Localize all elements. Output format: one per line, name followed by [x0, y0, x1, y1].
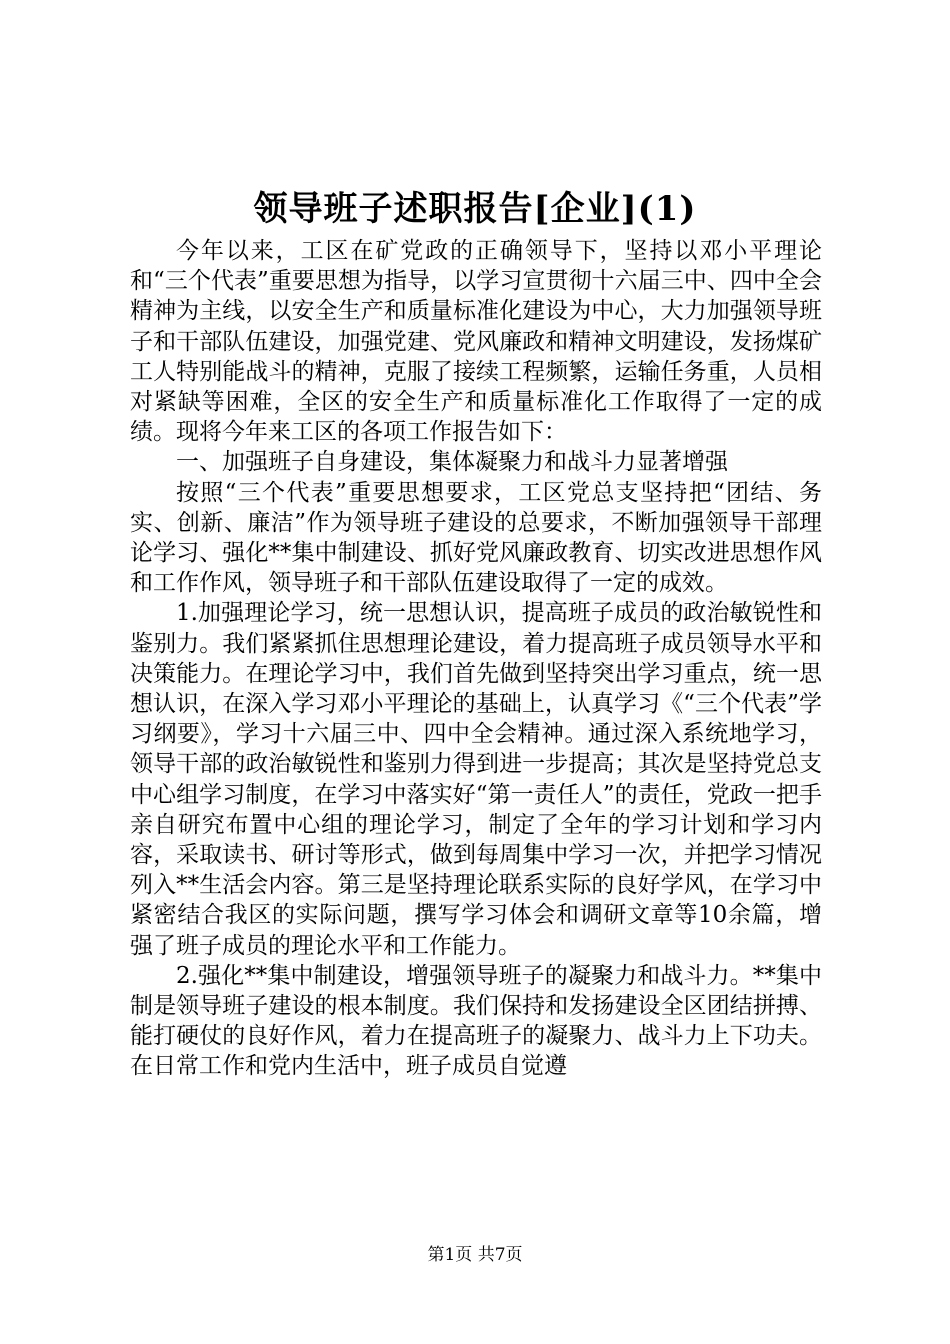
paragraph-section-1: 按照“三个代表”重要思想要求，工区党总支坚持把“团结、务实、创新、廉洁”作为领导班子建设的总要求，不断加强领导干部理论学习、强化**集中制建设、抓好党风廉政教育、切实改进思想作风和工作作风，领导班子和干部队伍建设取得了一定的成效。 — [130, 479, 822, 597]
paragraph-item-1: 1.加强理论学习，统一思想认识，提高班子成员的政治敏锐性和鉴别力。我们紧紧抓住思想理论建设，着力提高班子成员领导水平和决策能力。在理论学习中，我们首先做到坚持突出学习重点，统一思想认识，在深入学习邓小平理论的基础上，认真学习《“三个代表”学习纲要》，学习十六届三中、四中全会精神。通过深入系统地学习，领导干部的政治敏锐性和鉴别力得到进一步提高；其次是坚持党总支中心组学习制度，在学习中落实好“第一责任人”的责任，党政一把手亲自研究布置中心组的理论学习，制定了全年的学习计划和学习内容，采取读书、研讨等形式，做到每周集中学习一次，并把学习情况列入**生活会内容。第三是坚持理论联系实际的良好学风，在学习中紧密结合我区的实际问题，撰写学习体会和调研文章等10余篇，增强了班子成员的理论水平和工作能力。 — [130, 600, 822, 959]
document-title: 领导班子述职报告[企业](1) — [253, 189, 697, 229]
page-number-footer: 第1页 共7页 — [427, 1245, 523, 1265]
paragraph-item-2: 2.强化**集中制建设，增强领导班子的凝聚力和战斗力。**集中制是领导班子建设的根本制度。我们保持和发扬建设全区团结拼搏、能打硬仗的良好作风，着力在提高班子的凝聚力、战斗力上下功夫。在日常工作和党内生活中，班子成员自觉遵 — [130, 962, 822, 1080]
section-heading-1: 一、加强班子自身建设，集体凝聚力和战斗力显著增强 — [176, 449, 728, 476]
paragraph-intro: 今年以来，工区在矿党政的正确领导下，坚持以邓小平理论和“三个代表”重要思想为指导，以学习宣贯彻十六届三中、四中全会精神为主线，以安全生产和质量标准化建设为中心，大力加强领导班子和干部队伍建设，加强党建、党风廉政和精神文明建设，发扬煤矿工人特别能战斗的精神，克服了接续工程频繁，运输任务重，人员相对紧缺等困难，全区的安全生产和质量标准化工作取得了一定的成绩。现将今年来工区的各项工作报告如下： — [130, 238, 822, 446]
document-body — [130, 236, 822, 1082]
